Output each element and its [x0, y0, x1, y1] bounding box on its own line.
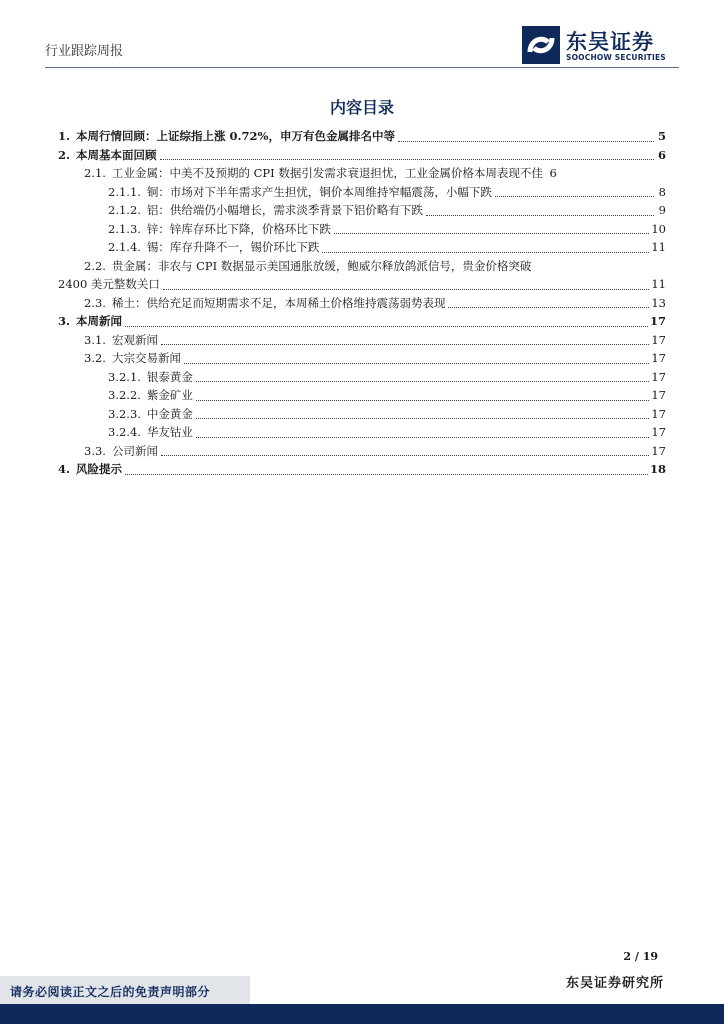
toc-entry[interactable] — [58, 220, 666, 239]
brand-logo — [522, 26, 682, 66]
toc-entry-text: 华友钴业 — [146, 425, 193, 439]
toc-entry-number: 3.2.3. — [108, 406, 141, 421]
toc-entry-number: 3.2.2. — [108, 388, 141, 402]
toc-entry-page: 17 — [649, 314, 666, 328]
toc-entry-number: 2.1.4. — [108, 240, 141, 254]
toc-entry-text: 紫金矿业 — [146, 388, 193, 402]
toc-entry[interactable] — [58, 405, 666, 424]
toc-entry[interactable] — [58, 331, 666, 350]
toc-entry[interactable] — [58, 238, 666, 257]
page-indicator: 2 / 19 — [623, 950, 658, 963]
toc-entry-number: 2. — [58, 147, 71, 162]
toc-entry-text: 风险提示 — [76, 462, 123, 476]
toc-entry-text: 稀土：供给充足而短期需求不足，本周稀土价格维持震荡弱势表现 — [111, 295, 446, 310]
toc-entry-page: 17 — [651, 332, 666, 347]
toc-entry[interactable] — [58, 146, 666, 165]
toc-entry-number: 2.3. — [84, 295, 106, 310]
toc-entry[interactable] — [58, 183, 666, 202]
toc-entry[interactable] — [58, 349, 666, 368]
toc-entry-page: 17 — [651, 443, 666, 458]
report-type-label: 行业跟踪周报 — [45, 44, 124, 59]
toc-entry-page: 13 — [651, 295, 666, 310]
toc-entry-number: 2.1.1. — [108, 184, 141, 199]
toc-entry-page: 10 — [651, 221, 666, 236]
toc-entry-number: 2.1.3. — [108, 221, 141, 236]
toc-entry-page: 17 — [651, 351, 666, 365]
toc-entry-number: 3. — [58, 314, 71, 328]
toc-entry-text: 中金黄金 — [146, 406, 193, 421]
toc-entry[interactable] — [58, 423, 666, 442]
toc-entry[interactable] — [58, 201, 666, 220]
toc-entry[interactable] — [58, 442, 666, 461]
toc-entry-page: 17 — [651, 388, 666, 402]
toc-entry-text: 锌：锌库存环比下降，价格环比下跌 — [146, 221, 331, 236]
brand-name-en: SOOCHOW SECURITIES — [566, 53, 666, 62]
toc-entry-text: 铝：供给端仍小幅增长，需求淡季背景下铝价略有下跌 — [146, 203, 423, 217]
toc-entry-number: 3.1. — [84, 332, 106, 347]
toc-entry-number: 3.3. — [84, 443, 106, 458]
toc-entry-page: 18 — [649, 462, 666, 476]
toc-entry[interactable] — [58, 164, 666, 183]
toc-entry-number: 3.2. — [84, 351, 106, 365]
toc-entry-number: 3.2.1. — [108, 369, 141, 384]
toc-entry-text: 贵金属：非农与 CPI 数据显示美国通胀放缓，鲍威尔释放鸽派信号，贵金价格突破 — [111, 258, 532, 273]
toc-entry-page: 17 — [651, 406, 666, 421]
toc-entry-number: 2.2. — [84, 258, 106, 273]
toc-entry-number: 1. — [58, 129, 71, 143]
disclaimer-text: 请务必阅读正文之后的免责声明部分 — [10, 985, 211, 999]
toc-entry-number: 4. — [58, 462, 71, 476]
toc-entry-text: 工业金属：中美不及预期的 CPI 数据引发需求衰退担忧，工业金属价格本周表现不佳 — [111, 166, 543, 180]
toc-entry-page: 11 — [651, 277, 666, 291]
toc-entry-page: 17 — [651, 425, 666, 439]
toc-entry-text: 大宗交易新闻 — [111, 351, 181, 365]
toc-entry[interactable] — [58, 386, 666, 405]
toc-entry[interactable] — [58, 257, 666, 276]
toc-entry-number: 2.1. — [84, 166, 106, 180]
toc-entry-page: 17 — [651, 369, 666, 384]
toc-entry-text: 2400 美元整数关口 — [58, 277, 160, 291]
toc-entry-text: 宏观新闻 — [111, 332, 158, 347]
toc-entry-page: 6 — [657, 147, 666, 162]
toc-entry-page: 5 — [657, 129, 666, 143]
toc-entry[interactable] — [58, 460, 666, 479]
toc-entry-text: 本周基本面回顾 — [76, 147, 157, 162]
toc-entry-text: 锡：库存升降不一，锡价环比下跌 — [146, 240, 320, 254]
toc-entry-text: 银泰黄金 — [146, 369, 193, 384]
toc-entry-page: 6 — [549, 166, 557, 180]
toc-entry-continuation[interactable] — [58, 275, 666, 294]
toc-entry[interactable] — [58, 294, 666, 313]
toc-entry-page: 11 — [651, 240, 666, 254]
toc-entry-number: 2.1.2. — [108, 203, 141, 217]
toc-entry-text: 铜：市场对下半年需求产生担忧，铜价本周维持窄幅震荡，小幅下跌 — [146, 184, 492, 199]
soochow-logo-icon — [522, 26, 560, 64]
toc-entry[interactable] — [58, 368, 666, 387]
toc-entry[interactable] — [58, 312, 666, 331]
disclaimer-banner — [0, 976, 250, 1004]
header-divider — [45, 67, 679, 68]
footer-bar — [0, 1004, 724, 1024]
toc-entry-page: 8 — [658, 184, 666, 199]
toc-entry-page: 9 — [658, 203, 666, 217]
toc-entry-text: 本周行情回顾：上证综指上涨 0.72%，申万有色金属排名中等 — [76, 129, 395, 143]
footer-institute: 东吴证券研究所 — [565, 976, 664, 991]
toc-entry-text: 公司新闻 — [111, 443, 158, 458]
table-of-contents — [58, 127, 666, 479]
toc-entry[interactable] — [58, 127, 666, 146]
toc-title: 内容目录 — [329, 98, 394, 117]
toc-entry-text: 本周新闻 — [76, 314, 123, 328]
toc-entry-number: 3.2.4. — [108, 425, 141, 439]
brand-name-cn: 东吴证券 — [566, 30, 654, 54]
